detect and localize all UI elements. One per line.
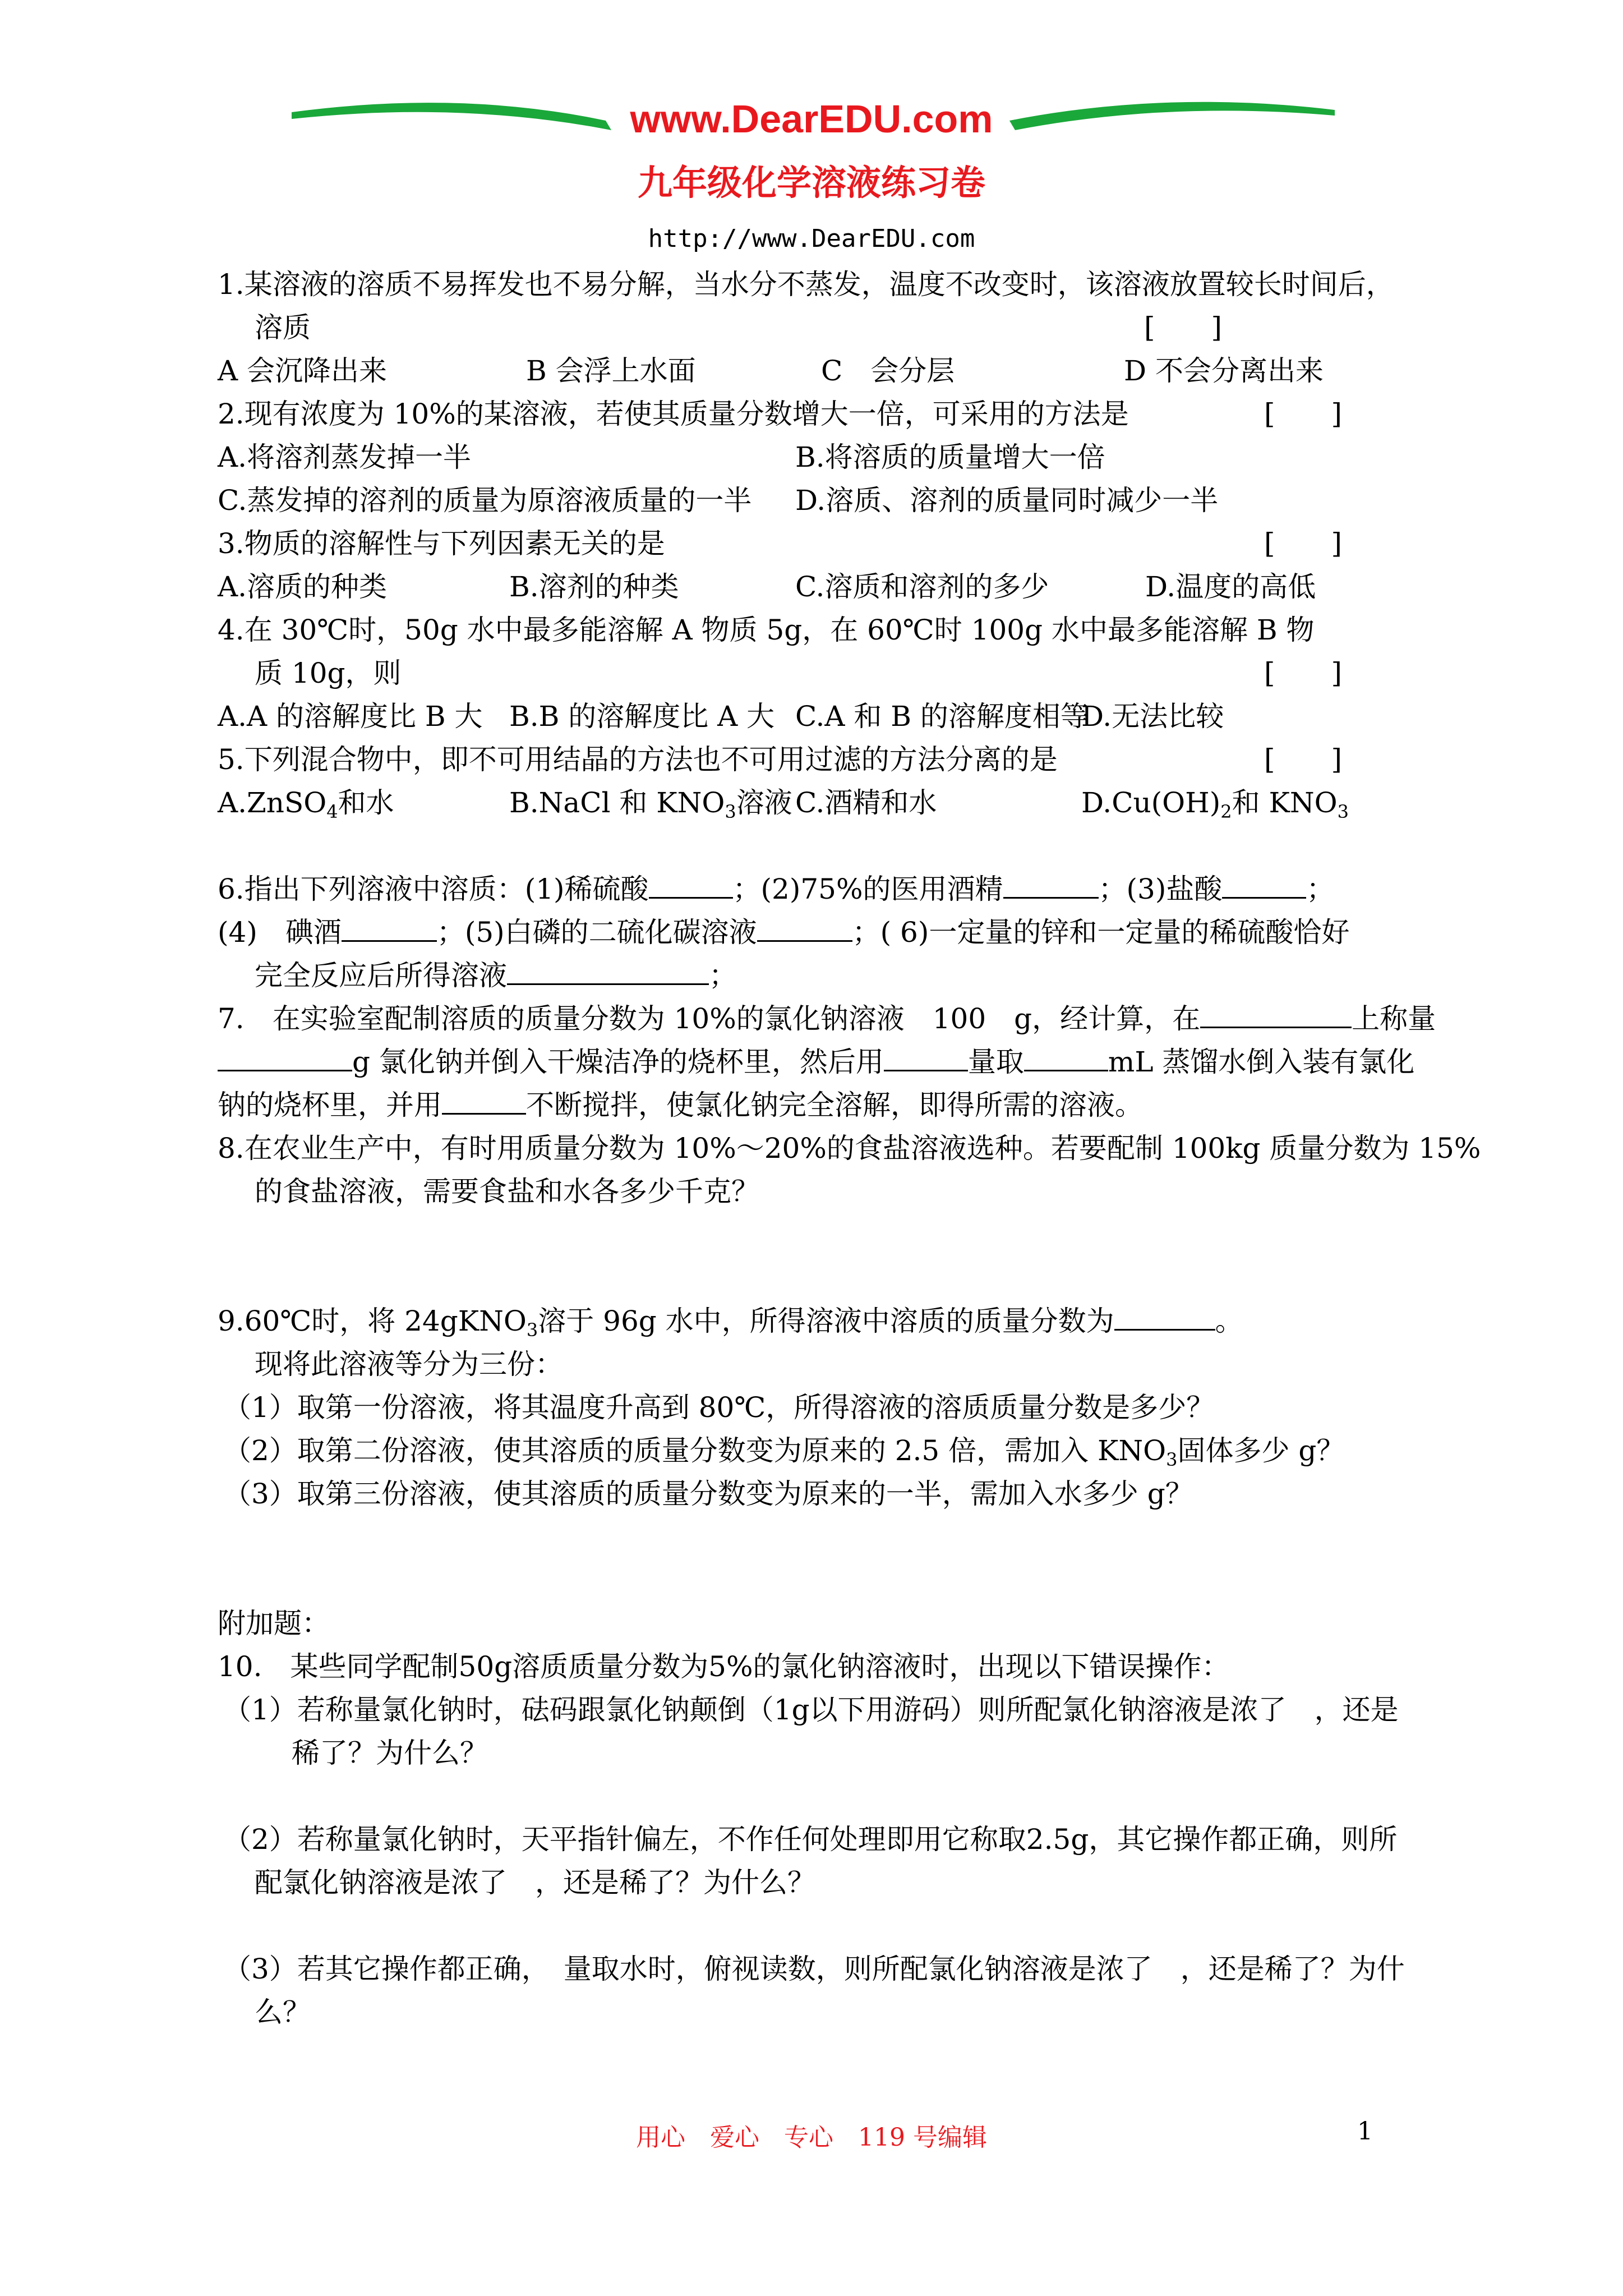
option-d: $D.Cu(OH)_2$和 $KNO_3$ <box>1081 786 1349 822</box>
question-7-text: 7. 在实验室配制溶质的质量分数为 10%的氯化钠溶液 100 g，经计算，在 上称量 <box>218 1000 1436 1037</box>
question-6-text: 6.指出下列溶液中溶质：(1)稀硫酸 ；(2)75%的医用酒精 ；(3)盐酸 ； <box>218 871 1334 908</box>
option-d: D.溶质、溶剂的质量同时减少一半 <box>795 484 1219 517</box>
fill-blank <box>342 914 437 942</box>
fill-blank <box>1003 871 1099 899</box>
extra-heading: 附加题： <box>218 1607 330 1640</box>
fill-blank <box>884 1044 968 1071</box>
fill-blank <box>649 871 733 899</box>
option-a: A.将溶剂蒸发掉一半 <box>218 441 472 473</box>
question-10-text: 10. 某些同学配制50g溶质质量分数为5%的氯化钠溶液时，出现以下错误操作： <box>218 1650 1230 1683</box>
question-9-sub-1: （1）取第一份溶液，将其温度升高到 80℃，所得溶液的溶质质量分数是多少？ <box>223 1391 1215 1424</box>
option-b: B.将溶质的质量增大一倍 <box>795 441 1105 473</box>
question-8-text: 8.在农业生产中，有时用质量分数为 10%～20%的食盐溶液选种。若要配制 100kg 质量分数为 15% <box>218 1132 1481 1165</box>
question-4-text-cont: 质 10g，则 <box>255 657 402 689</box>
fill-blank <box>442 1087 526 1115</box>
question-1-text: 1.某溶液的溶质不易挥发也不易分解，当水分不蒸发，温度不改变时，该溶液放置较长时间后， <box>218 268 1394 301</box>
question-4-text: 4.在 30℃时，50g 水中最多能溶解 A 物质 5g，在 60℃时 100g 水中最多能溶解 B 物 <box>218 614 1315 646</box>
page-title: 九年级化学溶液练习卷 <box>637 162 985 203</box>
option-b: B.溶剂的种类 <box>509 570 679 603</box>
answer-bracket: [ ] <box>1264 657 1343 689</box>
question-1-text-cont: 溶质 <box>255 311 311 344</box>
option-d: D 不会分离出来 <box>1124 355 1324 387</box>
option-b: B.B 的溶解度比 A 大 <box>509 700 775 733</box>
answer-bracket: [ ] <box>1264 527 1343 560</box>
option-c: C.蒸发掉的溶剂的质量为原溶液质量的一半 <box>218 484 752 517</box>
header-url: http://www.DearEDU.com <box>648 224 975 253</box>
option-d: D.温度的高低 <box>1145 570 1316 603</box>
question-5-text: 5.下列混合物中，即不可用结晶的方法也不可用过滤的方法分离的是 <box>218 743 1058 776</box>
answer-bracket: [ ] <box>1264 398 1343 430</box>
question-7-text-cont: 钠的烧杯里，并用 不断搅拌，使氯化钠完全溶解，即得所需的溶液。 <box>218 1087 1143 1124</box>
option-a: A.ZnSO$_4$和水 <box>218 786 394 822</box>
option-c: C 会分层 <box>821 355 955 387</box>
fill-blank <box>1222 871 1306 899</box>
question-7-text-cont: g 氯化钠并倒入干燥洁净的烧杯里，然后用 量取 mL 蒸馏水倒入装有氯化 <box>218 1043 1414 1080</box>
site-logo: www.DearEDU.com <box>630 97 993 141</box>
question-2-text: 2.现有浓度为 10%的某溶液，若使其质量分数增大一倍，可采用的方法是 <box>218 398 1129 430</box>
question-9-text-cont: 现将此溶液等分为三份： <box>255 1348 563 1381</box>
fill-blank <box>507 958 709 985</box>
page-footer: 用心 爱心 专心 119 号编辑 <box>636 2123 987 2152</box>
question-9-sub-3: （3）取第三份溶液，使其溶质的质量分数变为原来的一半，需加入水多少 g？ <box>223 1478 1193 1510</box>
fill-blank <box>757 914 852 942</box>
option-b: B 会浮上水面 <box>526 355 696 387</box>
option-a: A.溶质的种类 <box>218 570 388 603</box>
question-10-sub-3: （3）若其它操作都正确， 量取水时，俯视读数，则所配氯化钠溶液是浓了 ，还是稀了？为什 <box>223 1953 1405 1985</box>
question-8-text-cont: 的食盐溶液，需要食盐和水各多少千克？ <box>255 1175 759 1208</box>
page-number: 1 <box>1357 2117 1373 2146</box>
fill-blank <box>1024 1044 1108 1071</box>
question-10-sub-2: （2）若称量氯化钠时，天平指针偏左，不作任何处理即用它称取2.5g，其它操作都正确，则所 <box>223 1823 1398 1856</box>
question-10-sub-2-cont: 配氯化钠溶液是浓了 ，还是稀了？为什么？ <box>255 1866 815 1899</box>
answer-bracket: [ ] <box>1144 311 1223 344</box>
fill-blank <box>1200 1001 1352 1028</box>
question-3-text: 3.物质的溶解性与下列因素无关的是 <box>218 527 665 560</box>
answer-bracket: [ ] <box>1264 743 1343 776</box>
question-6-text-cont: (4) 碘酒 ；(5)白磷的二硫化碳溶液 ；( 6)一定量的锌和一定量的稀硫酸恰好 <box>218 914 1349 951</box>
question-10-sub-1: （1）若称量氯化钠时，砝码跟氯化钠颠倒（1g以下用游码）则所配氯化钠溶液是浓了 ，还是 <box>223 1694 1399 1726</box>
option-a: A 会沉降出来 <box>218 355 388 387</box>
question-6-text-cont: 完全反应后所得溶液 ； <box>255 957 737 994</box>
question-9-text: 9.60℃时，将 24gKNO$_3$溶于 96g 水中，所得溶液中溶质的质量分数为 。 <box>218 1303 1243 1349</box>
fill-blank <box>218 1044 352 1071</box>
question-10-sub-1-cont: 稀了？为什么？ <box>292 1737 488 1769</box>
option-a: A.A 的溶解度比 B 大 <box>218 700 483 733</box>
option-d: D.无法比较 <box>1081 700 1224 733</box>
question-10-sub-3-cont: 么？ <box>255 1996 311 2028</box>
option-c: C.A 和 B 的溶解度相等 <box>795 700 1089 733</box>
fill-blank <box>1114 1303 1215 1331</box>
question-9-sub-2: （2）取第二份溶液，使其溶质的质量分数变为原来的 2.5 倍，需加入 $KNO_3$固体多少 g？ <box>223 1434 1345 1470</box>
option-c: C.酒精和水 <box>795 786 937 819</box>
option-c: C.溶质和溶剂的多少 <box>795 570 1049 603</box>
option-b: B.NaCl 和 $KNO_3$溶液 <box>509 786 792 822</box>
